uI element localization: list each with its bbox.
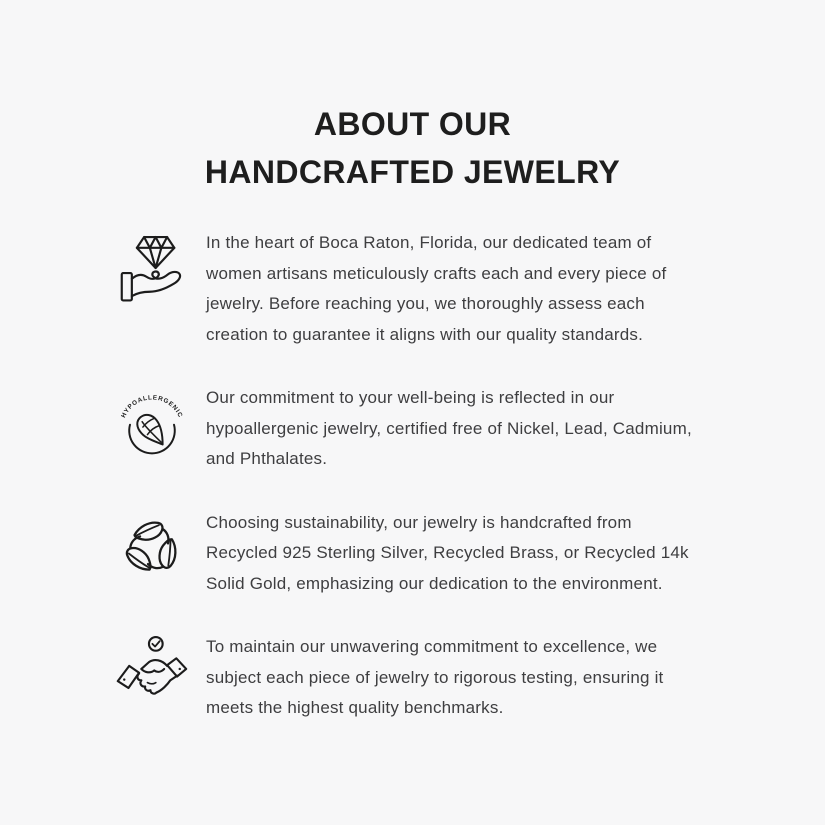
hypoallergenic-badge-icon [114,383,190,465]
feature-sustainability-text: Choosing sustainability, our jewelry is handcrafted from Recycled 925 Sterling Silver, Recycled Brass, or Recycled 14k Solid Gold, emphasizing our dedication to the environment. [206,512,689,593]
feature-handcrafted [114,228,735,350]
handshake-check-icon [114,632,190,712]
recycled-leaves-icon [114,508,190,588]
feature-hypoallergenic [114,383,735,475]
hypoallergenic-badge-label: HYPOALLERGENIC [120,394,184,420]
feature-handcrafted-text: In the heart of Boca Raton, Florida, our dedicated team of women artisans meticulously crafts each and every piece of jewelry. Before reaching you, we thoroughly assess each creation to guarantee it aligns with our quality standards. [206,233,667,344]
feature-quality [114,632,735,724]
section-title: ABOUT OUR HANDCRAFTED JEWELRY [204,106,621,190]
feature-sustainability [114,508,735,600]
diamond-in-hand-icon [114,228,190,308]
feature-quality-text: To maintain our unwavering commitment to excellence, we subject each piece of jewelry to rigorous testing, ensuring it meets the highest quality benchmarks. [206,637,664,717]
feature-hypoallergenic-text: Our commitment to your well-being is reflected in our hypoallergenic jewelry, certified free of Nickel, Lead, Cadmium, and Phthalates. [206,388,692,468]
feature-list [0,228,825,724]
